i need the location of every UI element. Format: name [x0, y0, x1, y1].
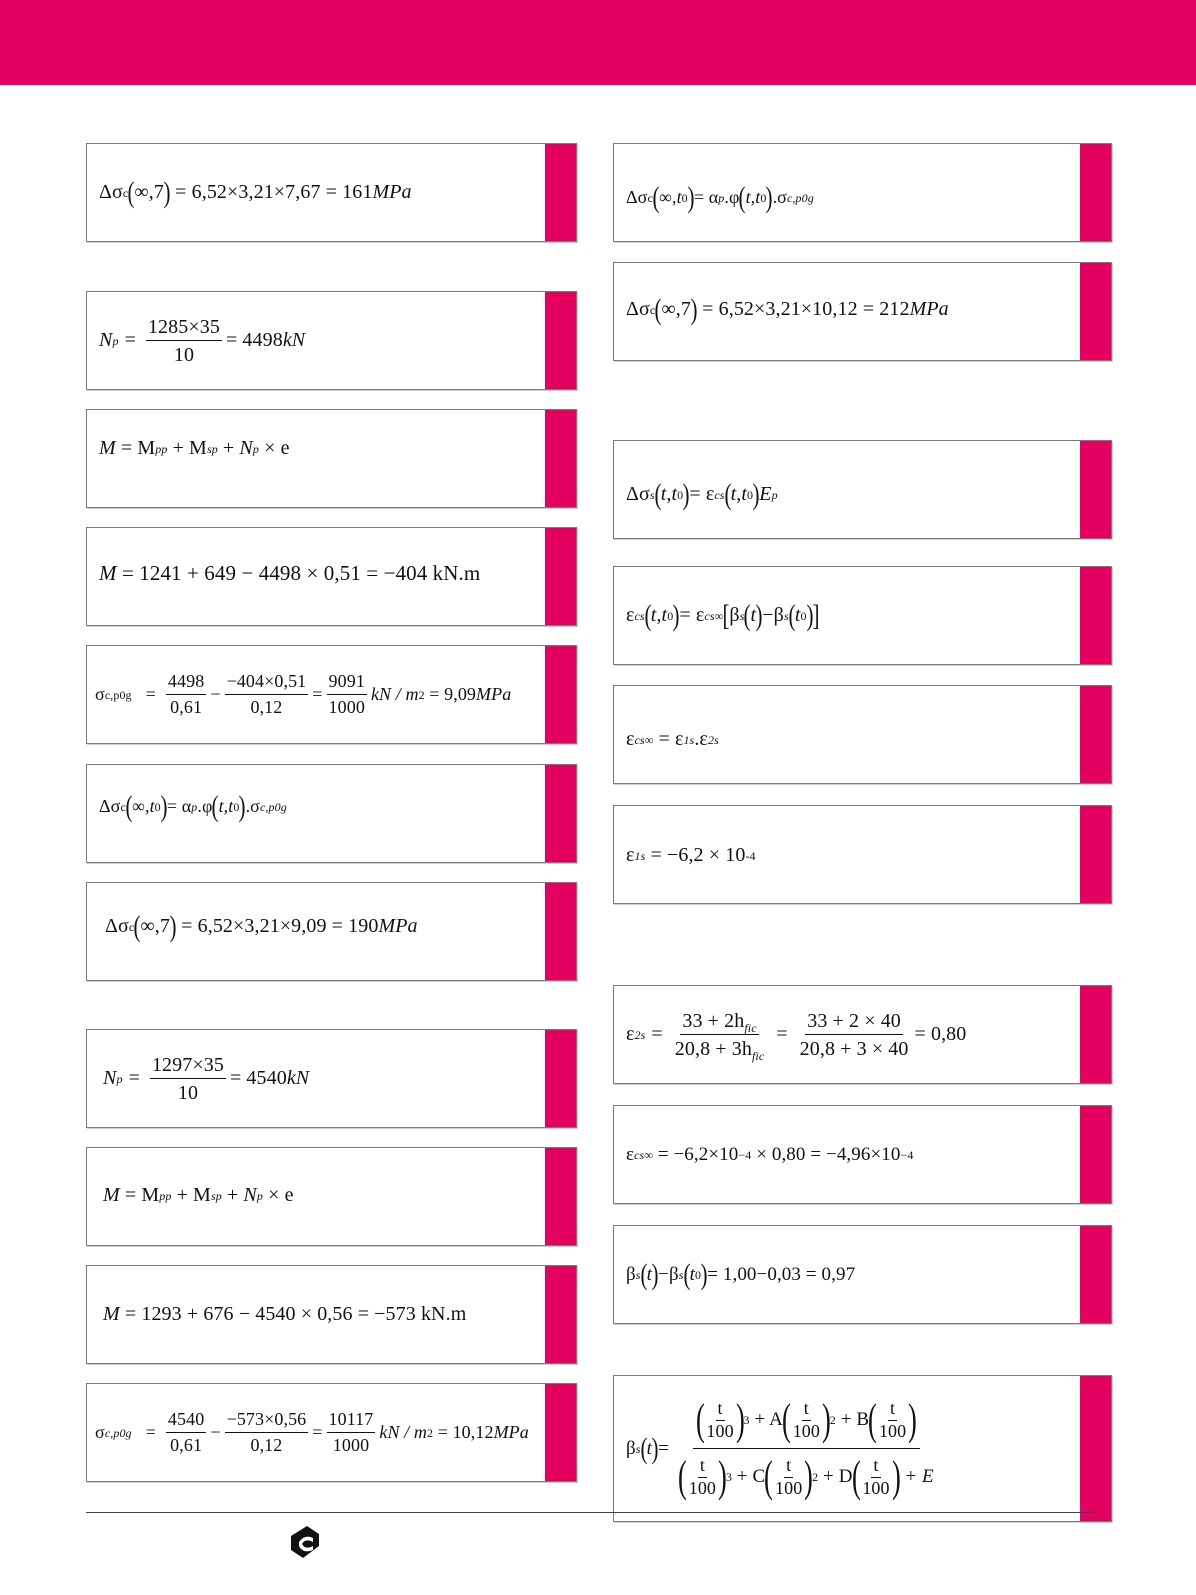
box-tab: [545, 765, 576, 862]
equation-box-L2: [86, 291, 577, 390]
equation-box-L9: [86, 1147, 577, 1246]
equation: Δσ c ( ∞, t 0 ) = α p .φ ( t, t 0 ) .σ c,p0g: [626, 180, 814, 214]
equation-box-L11: [86, 1383, 577, 1482]
box-tab: [545, 646, 576, 743]
box-tab: [545, 1030, 576, 1127]
equation-box-R6: [613, 805, 1112, 904]
equation-box-R7: [613, 985, 1112, 1084]
equation: M = 1293 + 676 − 4540 × 0,56 = −573 kN.m: [103, 1303, 467, 1325]
box-tab: [1080, 986, 1111, 1083]
box-tab: [1080, 1106, 1111, 1203]
equation: Δσ c ( ∞, t 0 ) = α p .φ ( t, t 0 ) .σ c,p0g: [99, 789, 287, 823]
box-tab: [545, 410, 576, 507]
equation: M = M pp + M sp + N p × e: [103, 1184, 294, 1206]
box-tab: [1080, 144, 1111, 241]
box-tab: [545, 883, 576, 980]
equation-box-L6: [86, 764, 577, 863]
box-tab: [545, 528, 576, 625]
equation-box-R1: [613, 143, 1112, 242]
equation: Δσ c ( ∞,7 ) = 6,52×3,21×10,12 = 212 MPa: [626, 292, 949, 326]
equation: M = M pp + M sp + N p × e: [99, 437, 290, 459]
box-tab: [1080, 441, 1111, 538]
box-tab: [545, 144, 576, 241]
equation: ε cs ( t,t 0 ) = ε cs∞ [ β s ( t ) − β s ( t 0 ) ]: [626, 598, 820, 632]
equation-box-L10: [86, 1265, 577, 1364]
equation: ε 2s = $\frac{33 + 2h_{fic}}{20,8 + 3h_{fic}}$ = $\frac{33 + 2 \times 40}{20,8 + 3 \times 40}$ = 0,80: [626, 1009, 967, 1063]
box-tab: [1080, 806, 1111, 903]
box-tab: [545, 1148, 576, 1245]
box-tab: [545, 1266, 576, 1363]
equation: M = 1241 + 649 − 4498 × 0,51 = −404 kN.m: [99, 561, 481, 585]
equation: Δσ c ( ∞,7 ) = 6,52×3,21×9,09 = 190 MPa: [105, 909, 418, 943]
equation-box-L3: [86, 409, 577, 508]
equation: σ c,p0g = $\frac{4498}{0,61}$ − $\frac{-404\times 0,51}{0,12}$ = $\frac{9091}{1000}$ kN / m 2 = 9,09 MPa: [95, 670, 512, 717]
equation-box-R8: [613, 1105, 1112, 1204]
equation-box-R4: [613, 566, 1112, 665]
equation-box-L4: [86, 527, 577, 626]
publisher-logo-icon: [287, 1522, 323, 1562]
footer-rule: [86, 1512, 1094, 1513]
equation-box-R10: [613, 1375, 1112, 1522]
box-tab: [1080, 567, 1111, 664]
equation-box-L8: [86, 1029, 577, 1128]
beta-fraction: ( t 100 ) 3 + A ( t 100 ) 2 + B ( t 100 ) ( t 100 ) 3 + C ( t 100 ) 2 + D ( t 100 ) + E: [677, 1395, 934, 1501]
equation: ε 1s = −6,2 × 10 -4: [626, 844, 756, 866]
equation-box-R2: [613, 262, 1112, 361]
header-band: [0, 0, 1196, 85]
box-tab: [1080, 1226, 1111, 1323]
equation-box-R9: [613, 1225, 1112, 1324]
equation: σ c,p0g = $\frac{4540}{0,61}$ − $\frac{-573\times 0,56}{0,12}$ = $\frac{10117}{1000}$ kN / m 2 = 10,12 MPa: [95, 1408, 529, 1455]
equation-box-R3: [613, 440, 1112, 539]
box-tab: [545, 1384, 576, 1481]
equation-box-L1: [86, 143, 577, 242]
equation: Δσ s ( t,t 0 ) = ε cs ( t,t 0 ) E p: [626, 477, 778, 511]
box-tab: [1080, 1376, 1111, 1521]
box-tab: [1080, 686, 1111, 783]
equation: β s ( t ) − β s ( t 0 ) = 1,00−0,03 = 0,97: [626, 1257, 856, 1291]
equation: Δσ c ( ∞,7 ) = 6,52×3,21×7,67 = 161 MPa: [99, 175, 412, 209]
equation-box-L5: [86, 645, 577, 744]
equation: β s ( t ) = ( t 100 ) 3 + A ( t 100 ) 2 + B ( t 100 ) ( t 100 ) 3 + C ( t 100 ) 2 + D ( t 100 ) + E: [626, 1376, 1071, 1521]
equation: N p = $\frac{1285\times 35}{10}$ = 4498 kN: [99, 315, 306, 366]
box-tab: [545, 292, 576, 389]
equation-box-R5: [613, 685, 1112, 784]
equation-box-L7: [86, 882, 577, 981]
equation: ε cs∞ = −6,2×10 −4 × 0,80 = −4,96×10 −4: [626, 1143, 914, 1165]
fraction: $\frac{1285\times 35}{10}$: [147, 315, 220, 366]
equation: N p = $\frac{1297\times 35}{10}$ = 4540 kN: [103, 1053, 310, 1104]
equation: ε cs∞ = ε 1s .ε 2s: [626, 728, 719, 750]
box-tab: [1080, 263, 1111, 360]
